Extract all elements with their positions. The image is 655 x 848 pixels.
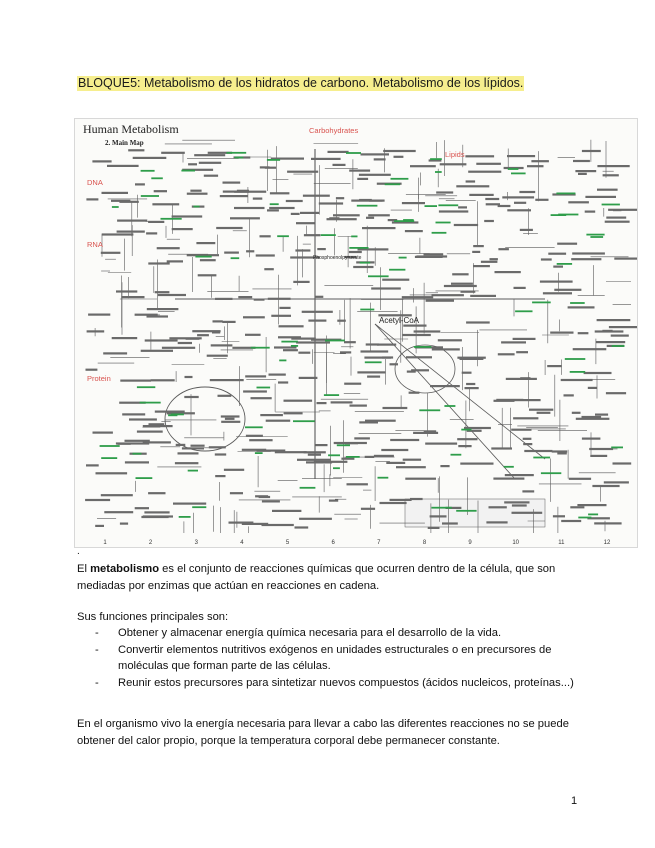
label-carbohydrates: Carbohydrates (309, 126, 359, 135)
grid-column-label: 6 (331, 540, 335, 546)
metabolism-map-svg (75, 119, 637, 547)
list-item: - Reunir estos precursores para sintetizar nuevos compuestos (ácidos nucleicos, proteínas...) (95, 675, 575, 692)
intro-keyword: metabolismo (90, 563, 160, 575)
bullet: - (95, 643, 99, 656)
stray-dot: . (77, 546, 80, 557)
map-title: Human Metabolism (83, 122, 179, 136)
intro-after: es el conjunto de reacciones químicas que ocurren dentro de la célula, que son mediadas por enzimas que actúan en reacciones en cadena. (77, 563, 556, 592)
grid-column-label: 7 (377, 540, 381, 546)
grid-column-label: 4 (240, 540, 244, 546)
document-heading: BLOQUE5: Metabolismo de los hidratos de carbono. Metabolismo de los lípidos. (78, 76, 524, 90)
bullet: - (95, 627, 99, 639)
grid-column-label: 12 (603, 540, 611, 546)
grid-column-label: 3 (194, 540, 198, 546)
metabolism-map-figure (74, 118, 638, 548)
label-phosphoenolpyruvate: Phosphoenolpyruvate (313, 255, 362, 261)
list-item: - Obtener y almacenar energía química necesaria para el desarrollo de la vida. (95, 625, 575, 642)
grid-column-label: 9 (468, 540, 472, 546)
grid-column-label: 11 (558, 540, 565, 546)
map-subtitle: 2. Main Map (105, 139, 144, 147)
list-item: - Convertir elementos nutritivos exógenos en unidades estructurales o en precursores de moléculas que forman parte de las células. (95, 643, 552, 672)
label-rna: RNA (87, 240, 103, 249)
label-acetyl-coa: Acetyl-CoA (379, 316, 420, 325)
intro-paragraph (77, 561, 582, 594)
grid-column-label: 10 (512, 540, 520, 546)
intro-before: El (77, 563, 91, 575)
functions-title: Sus funciones principales son: (77, 611, 229, 623)
page-number: 1 (571, 795, 578, 807)
label-lipids: Lipids (445, 150, 465, 159)
bullet: - (95, 676, 99, 689)
grid-column-label: 5 (285, 540, 290, 546)
grid-column-label: 8 (422, 540, 427, 546)
label-dna: DNA (87, 178, 103, 187)
label-protein: Protein (87, 374, 111, 383)
grid-column-label: 1 (103, 540, 107, 546)
grid-column-label: 2 (148, 540, 153, 546)
closing-paragraph: En el organismo vivo la energía necesaria para llevar a cabo las diferentes reacciones no se puede obtener del calor propio, porque la temperatura corporal debe permanecer constante. (77, 718, 569, 747)
functions-list (95, 625, 575, 691)
